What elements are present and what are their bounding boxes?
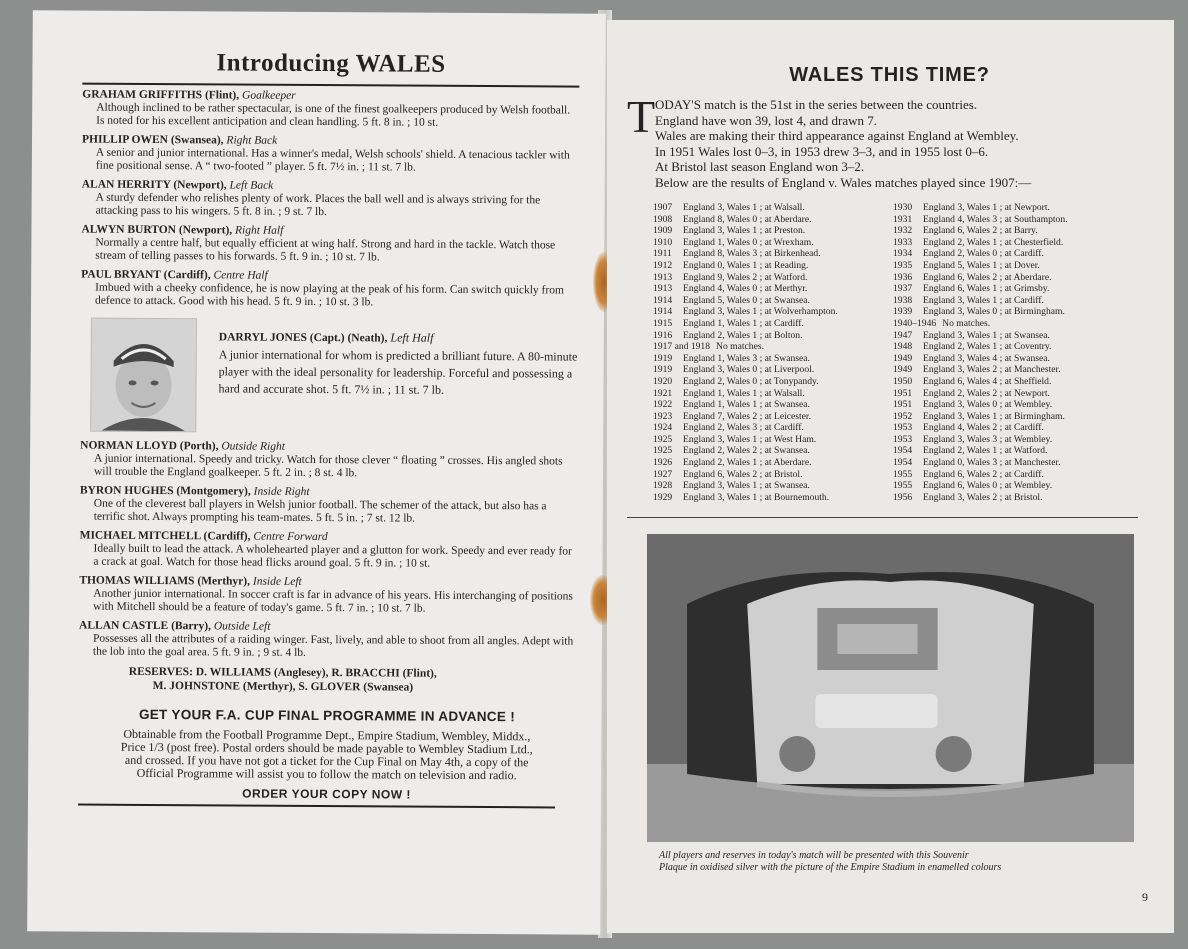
section-rule	[627, 517, 1138, 518]
results-column-1	[653, 202, 893, 503]
player-name: GRAHAM GRIFFITHS (Flint),	[82, 88, 240, 102]
result-year: 1924	[653, 422, 673, 434]
player-position: Right Half	[235, 224, 284, 237]
result-year: 1949	[893, 364, 913, 376]
player-description: Although inclined to be rather spectacular, is one of the finest goalkeepers produced by Welsh football. Is noted for his excellent anticipation and clean handling. 5 ft. 8 in. ; 10 st.	[96, 101, 571, 129]
result-year: 1928	[653, 480, 673, 492]
result-row	[893, 353, 1133, 365]
result-text: England 4, Wales 3 ; at Southampton.	[923, 213, 1068, 225]
result-row	[653, 202, 893, 214]
result-text: England 8, Wales 0 ; at Aberdare.	[683, 213, 812, 225]
result-year: 1938	[893, 294, 913, 306]
advert-order: ORDER YOUR COPY NOW !	[242, 786, 411, 802]
result-year: 1951	[893, 399, 913, 411]
result-text: England 2, Wales 0 ; at Cardiff.	[923, 248, 1044, 260]
result-text: England 6, Wales 2 ; at Aberdare.	[923, 271, 1052, 283]
player-position: Inside Right	[253, 485, 310, 498]
player-name: NORMAN LLOYD (Porth),	[80, 439, 219, 453]
result-row	[893, 341, 1133, 353]
result-year: 1919	[653, 364, 673, 376]
result-text: No matches.	[942, 317, 991, 329]
result-year: 1936	[893, 271, 913, 283]
result-text: England 3, Wales 1 ; at Preston.	[683, 225, 806, 237]
player-name: DARRYL JONES (Capt.) (Neath),	[218, 331, 388, 345]
caption-line-1: All players and reserves in today's match will be presented with this Souvenir	[659, 850, 969, 862]
player-position: Outside Right	[221, 440, 285, 453]
result-year: 1940–1946	[893, 317, 937, 329]
player-position: Goalkeeper	[241, 89, 296, 102]
result-text: England 3, Wales 1 ; at Birmingham.	[923, 410, 1065, 422]
result-year: 1909	[653, 225, 673, 237]
featured-player-text	[218, 318, 578, 434]
programme-advert	[78, 707, 576, 809]
player-description: A sturdy defender who relishes plenty of work. Places the ball well and is always striving for the attacking pass to his wingers. 5 ft. 8 in. ; 9 st. 7 lb.	[95, 191, 541, 219]
result-year: 1955	[893, 468, 913, 480]
result-row	[653, 225, 893, 237]
result-year: 1921	[653, 387, 673, 399]
result-row	[653, 214, 893, 226]
result-year: 1931	[893, 213, 913, 225]
result-text: England 3, Wales 0 ; at Birmingham.	[923, 306, 1065, 318]
result-row	[653, 341, 893, 353]
result-year: 1925	[653, 445, 673, 457]
player-name: PHILLIP OWEN (Swansea),	[81, 133, 224, 147]
result-text: England 1, Wales 1 ; at Swansea.	[683, 399, 810, 411]
player-position: Centre Forward	[253, 530, 328, 544]
reserves-line-1: RESERVES: D. WILLIAMS (Anglesey), R. BRACCHI (Flint),	[128, 665, 437, 680]
left-page	[27, 10, 606, 934]
result-year: 1929	[653, 491, 673, 503]
player-entry	[79, 575, 576, 617]
result-year: 1935	[893, 259, 913, 271]
result-year: 1910	[653, 236, 673, 248]
result-year: 1911	[653, 248, 672, 260]
result-year: 1914	[653, 294, 673, 306]
result-row	[653, 283, 893, 295]
result-row	[893, 492, 1133, 504]
result-text: England 0, Wales 3 ; at Manchester.	[923, 457, 1061, 469]
result-row	[653, 411, 893, 423]
result-year: 1907	[653, 202, 673, 213]
result-text: England 2, Wales 0 ; at Tonypandy.	[683, 375, 819, 387]
result-text: England 6, Wales 1 ; at Grimsby.	[923, 283, 1050, 295]
result-row	[893, 330, 1133, 342]
result-row	[893, 237, 1133, 249]
result-row	[893, 411, 1133, 423]
result-text: England 2, Wales 1 ; at Aberdare.	[683, 457, 812, 469]
player-description: A junior international. Speedy and tricky. Watch for those clever “ floating ” crosses. His angled shots will trouble the England goalkeeper. 5 ft. 2 in. ; 8 st. 4 lb.	[93, 452, 563, 480]
result-text: England 9, Wales 2 ; at Watford.	[683, 271, 808, 283]
player-description: A senior and junior international. Has a winner's medal, Welsh schools' shield. A tenacious tackler with fine positional sense. A “ two-footed ” player. 5 ft. 7½ in. ; 11 st. 7 lb.	[95, 146, 570, 174]
result-row	[653, 388, 893, 400]
result-text: England 7, Wales 2 ; at Leicester.	[683, 410, 811, 422]
player-entry	[82, 134, 579, 176]
result-text: England 5, Wales 0 ; at Swansea.	[683, 294, 810, 306]
result-year: 1950	[893, 375, 913, 387]
intro-line: Wales are making their third appearance against England at Wembley.	[655, 128, 1019, 143]
result-year: 1916	[653, 329, 673, 341]
result-year: 1956	[893, 491, 913, 503]
result-row	[893, 272, 1133, 284]
player-position: Inside Left	[252, 575, 302, 588]
player-position: Right Back	[226, 134, 278, 147]
result-text: England 3, Wales 2 ; at Bristol.	[923, 491, 1043, 503]
result-text: England 2, Wales 1 ; at Watford.	[923, 445, 1048, 457]
player-list-2	[79, 440, 577, 662]
advert-rule	[78, 804, 555, 809]
result-row	[653, 237, 893, 249]
result-text: England 2, Wales 3 ; at Cardiff.	[683, 422, 804, 434]
result-text: England 6, Wales 2 ; at Bristol.	[683, 468, 803, 480]
result-year: 1939	[893, 306, 913, 318]
player-position: Left Back	[229, 179, 274, 192]
result-year: 1954	[893, 457, 913, 469]
result-year: 1919	[653, 352, 673, 364]
result-year: 1954	[893, 445, 913, 457]
result-row	[893, 364, 1133, 376]
result-year: 1913	[653, 283, 673, 295]
result-row	[893, 445, 1133, 457]
result-year: 1925	[653, 433, 673, 445]
advert-body: Obtainable from the Football Programme Dept., Empire Stadium, Wembley, Middx., Price 1/3 (post free). Postal orders should be made payable to Wembley Stadium Ltd., and crossed. If you have not got a ticket for the Cup Final on May 4th, a copy of the Official Programme will assist you to follow the match on television and radio.	[120, 726, 533, 783]
result-row	[653, 248, 893, 260]
player-entry	[81, 269, 578, 311]
result-year: 1915	[653, 317, 673, 329]
result-text: England 3, Wales 3 ; at Wembley.	[923, 433, 1053, 445]
result-row	[653, 434, 893, 446]
result-row	[653, 306, 893, 318]
result-text: England 2, Wales 2 ; at Swansea.	[683, 445, 810, 457]
result-text: England 3, Wales 1 ; at Walsall.	[683, 202, 805, 213]
page-number: 9	[1142, 890, 1148, 904]
result-row	[893, 318, 1133, 330]
drop-cap: T	[627, 91, 656, 142]
reserves	[129, 665, 576, 696]
result-text: England 1, Wales 0 ; at Wrexham.	[683, 236, 814, 248]
result-text: England 6, Wales 4 ; at Sheffield.	[923, 375, 1052, 387]
result-row	[653, 469, 893, 481]
result-row	[893, 248, 1133, 260]
caption-line-2: Plaque in oxidised silver with the picture of the Empire Stadium in enamelled colours	[659, 862, 1002, 874]
player-name: MICHAEL MITCHELL (Cardiff),	[79, 529, 251, 543]
result-text: England 6, Wales 2 ; at Barry.	[923, 225, 1038, 237]
result-year: 1917 and 1918	[653, 341, 711, 353]
result-year: 1933	[893, 236, 913, 248]
result-year: 1955	[893, 480, 913, 492]
result-row	[653, 272, 893, 284]
result-text: England 3, Wales 0 ; at Wembley.	[923, 399, 1053, 411]
result-year: 1948	[893, 341, 913, 353]
result-row	[653, 295, 893, 307]
intro-lines	[655, 97, 1152, 190]
result-row	[893, 202, 1133, 214]
result-year: 1913	[653, 271, 673, 283]
result-text: England 3, Wales 1 ; at Swansea.	[683, 480, 810, 492]
result-row	[653, 399, 893, 411]
result-text: England 1, Wales 1 ; at Cardiff.	[683, 317, 804, 329]
result-text: England 2, Wales 1 ; at Bolton.	[683, 329, 803, 341]
result-row	[893, 283, 1133, 295]
intro-line: England have won 39, lost 4, and drawn 7.	[655, 112, 878, 128]
page-title: Introducing WALES	[216, 49, 446, 78]
result-row	[653, 457, 893, 469]
result-year: 1953	[893, 422, 913, 434]
player-description: Imbued with a cheeky confidence, he is now playing at the peak of his form. Can switch quickly from defence to attack. Good with his head. 5 ft. 9 in. ; 10 st. 3 lb.	[95, 281, 564, 309]
player-position: Centre Half	[213, 269, 268, 282]
intro-line: Below are the results of England v. Wales matches played since 1907:—	[655, 174, 1032, 190]
player-name: BYRON HUGHES (Montgomery),	[79, 484, 251, 498]
result-row	[653, 330, 893, 342]
player-name: ALLAN CASTLE (Barry),	[79, 619, 212, 633]
result-text: England 1, Wales 1 ; at Walsall.	[683, 387, 805, 399]
player-description: One of the cleverest ball players in Welsh junior football. The schemer of the attack, but also has a terrific shot. Always prompting his team-mates. 5 ft. 5 in. ; 7 st. 12 lb.	[93, 497, 547, 525]
result-year: 1949	[893, 352, 913, 364]
result-year: 1923	[653, 410, 673, 422]
player-name: ALAN HERRITY (Newport),	[81, 178, 227, 192]
result-year: 1927	[653, 468, 673, 480]
result-text: England 3, Wales 1 ; at Wolverhampton.	[683, 306, 838, 318]
player-entry	[79, 530, 576, 572]
result-row	[893, 388, 1133, 400]
player-entry	[82, 179, 579, 221]
result-text: England 3, Wales 1 ; at West Ham.	[683, 433, 817, 445]
result-year: 1951	[893, 387, 913, 399]
result-year: 1937	[893, 283, 913, 295]
result-row	[653, 445, 893, 457]
result-row	[893, 306, 1133, 318]
result-row	[653, 318, 893, 330]
intro	[627, 91, 1152, 190]
player-entry	[80, 440, 577, 482]
player-entry	[82, 89, 579, 131]
featured-player	[90, 318, 578, 435]
result-year: 1953	[893, 433, 913, 445]
result-text: England 2, Wales 2 ; at Newport.	[923, 387, 1050, 399]
result-row	[653, 353, 893, 365]
result-row	[893, 260, 1133, 272]
player-description: A junior international for whom is predicted a brilliant future. A 80-minute player with the ideal personality for leadership. Forceful and possessing a hard and accurate shot. 5 ft. 7½ in. ; 11 st. 7 lb.	[218, 347, 578, 397]
result-text: England 4, Wales 2 ; at Cardiff.	[923, 422, 1044, 434]
result-row	[893, 434, 1133, 446]
right-page	[607, 20, 1174, 933]
souvenir-plaque-photo	[647, 534, 1134, 842]
player-list	[81, 89, 579, 311]
page-title: WALES THIS TIME?	[789, 64, 990, 86]
player-name: PAUL BRYANT (Cardiff),	[81, 268, 211, 282]
result-text: England 5, Wales 1 ; at Dover.	[923, 259, 1040, 271]
player-entry	[79, 620, 576, 662]
intro-line: ODAY'S match is the 51st in the series between the countries.	[655, 97, 978, 112]
result-row	[893, 480, 1133, 492]
result-year: 1920	[653, 375, 673, 387]
result-text: England 3, Wales 1 ; at Newport.	[923, 202, 1050, 213]
player-description: Another junior international. In soccer craft is far in advance of his years. His interchanging of positions with Mitchell should be a feature of today's game. 5 ft. 7 in. ; 10 st. 7 lb.	[93, 587, 573, 615]
result-row	[893, 457, 1133, 469]
player-name: THOMAS WILLIAMS (Merthyr),	[79, 574, 251, 588]
title-rule	[82, 83, 579, 88]
result-text: England 2, Wales 1 ; at Chesterfield.	[923, 236, 1064, 248]
result-year: 1934	[893, 248, 913, 260]
result-row	[653, 376, 893, 388]
result-row	[653, 492, 893, 504]
result-row	[893, 376, 1133, 388]
result-text: England 3, Wales 1 ; at Bournemouth.	[683, 491, 830, 503]
result-year: 1947	[893, 329, 913, 341]
result-text: England 3, Wales 1 ; at Cardiff.	[923, 294, 1044, 306]
result-row	[653, 260, 893, 272]
result-text: England 8, Wales 3 ; at Birkenhead.	[683, 248, 821, 260]
result-text: England 2, Wales 1 ; at Coventry.	[923, 341, 1052, 353]
player-entry	[81, 224, 578, 266]
player-position: Outside Left	[213, 620, 271, 633]
result-year: 1932	[893, 225, 913, 237]
result-row	[893, 225, 1133, 237]
result-text: England 3, Wales 0 ; at Liverpool.	[683, 364, 815, 376]
result-row	[893, 399, 1133, 411]
result-text: England 4, Wales 0 ; at Merthyr.	[683, 283, 808, 295]
result-text: England 1, Wales 3 ; at Swansea.	[683, 352, 810, 364]
result-text: England 6, Wales 2 ; at Cardiff.	[923, 468, 1044, 480]
result-year: 1930	[893, 202, 913, 213]
player-description: Possesses all the attributes of a raiding winger. Fast, lively, and able to shoot from all angles. Adept with the lob into the goal area. 5 ft. 9 in. ; 9 st. 4 lb.	[92, 632, 574, 659]
result-text: England 3, Wales 1 ; at Swansea.	[923, 329, 1050, 341]
result-year: 1908	[653, 213, 673, 225]
result-row	[893, 214, 1133, 226]
result-text: No matches.	[716, 341, 764, 353]
player-description: Ideally built to lead the attack. A wholehearted player and a glutton for work. Speedy and ever ready for a crack at goal. Watch for those head flicks around goal. 5 ft. 9 in. ; 10 st.	[93, 542, 572, 570]
intro-line: At Bristol last season England won 3–2.	[655, 159, 865, 174]
player-entry	[80, 485, 577, 527]
result-row	[893, 469, 1133, 481]
results-table	[627, 202, 1152, 503]
advert-title: GET YOUR F.A. CUP FINAL PROGRAMME IN ADVANCE !	[138, 706, 516, 725]
photo-caption	[659, 850, 1152, 874]
result-text: England 3, Wales 4 ; at Swansea.	[923, 352, 1050, 364]
result-year: 1914	[653, 306, 673, 318]
player-name: ALWYN BURTON (Newport),	[81, 223, 233, 237]
results-column-2	[893, 202, 1133, 503]
result-year: 1926	[653, 457, 673, 469]
result-row	[893, 422, 1133, 434]
result-year: 1912	[653, 259, 673, 271]
result-text: England 0, Wales 1 ; at Reading.	[683, 259, 809, 271]
player-description: Normally a centre half, but equally efficient at wing half. Strong and hard in the tackle. Watch those stream of telling passes to his forwards. 5 ft. 9 in. ; 10 st. 7 lb.	[95, 236, 556, 264]
result-row	[653, 364, 893, 376]
result-row	[893, 295, 1133, 307]
result-row	[653, 480, 893, 492]
result-text: England 3, Wales 2 ; at Manchester.	[923, 364, 1061, 376]
intro-line: In 1951 Wales lost 0–3, in 1953 drew 3–3, and in 1955 lost 0–6.	[655, 143, 989, 159]
result-text: England 6, Wales 0 ; at Wembley.	[923, 480, 1053, 492]
player-photo	[90, 318, 197, 433]
result-row	[653, 422, 893, 434]
result-year: 1952	[893, 410, 913, 422]
player-position: Left Half	[390, 330, 434, 345]
result-year: 1922	[653, 399, 673, 411]
reserves-line-2: M. JOHNSTONE (Merthyr), S. GLOVER (Swansea)	[152, 680, 414, 694]
